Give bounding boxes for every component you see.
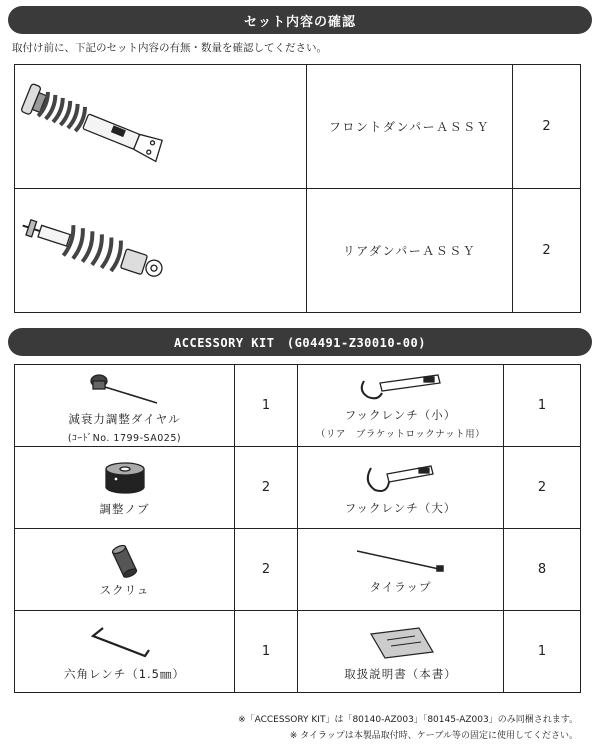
cable-tie-label: タイラップ — [369, 579, 432, 594]
adjustment-knob-cell — [15, 447, 235, 529]
table-row — [15, 365, 581, 447]
accessory-kit-title-bar — [8, 328, 592, 356]
manual-label: 取扱説明書（本書） — [344, 666, 457, 681]
cable-tie-cell — [298, 529, 504, 611]
hex-key-cell — [15, 611, 235, 693]
table-row — [15, 189, 581, 313]
table-row — [15, 65, 581, 189]
note-accessory-kit: ※「ACCESSORY KIT」は「80140-AZ003」「80145-AZ003」のみ同梱されます。 — [238, 715, 578, 725]
hook-wrench-large-label: フックレンチ（大） — [344, 500, 457, 515]
screw-label: スクリュ — [99, 582, 150, 597]
hook-wrench-large-cell — [298, 447, 504, 529]
cable-tie-icon — [351, 545, 451, 575]
hook-wrench-small-qty: 1 — [504, 365, 581, 447]
adjustment-dial-cell — [15, 365, 235, 447]
hook-wrench-small-icon — [356, 371, 446, 403]
adjustment-knob-label: 調整ノブ — [99, 501, 150, 516]
manual-qty: 1 — [504, 611, 581, 693]
set-contents-title: セット内容の確認 — [243, 14, 356, 30]
adjustment-knob-icon — [100, 459, 150, 497]
hex-key-qty: 1 — [235, 611, 298, 693]
rear-damper-image-cell — [15, 189, 307, 313]
screw-cell — [15, 529, 235, 611]
adjustment-dial-label: 減衰力調整ダイヤル — [68, 412, 181, 426]
manual-cell — [298, 611, 504, 693]
note-cable-tie: ※ タイラップは本製品取付時、ケーブル等の固定に使用してください。 — [289, 731, 578, 741]
front-damper-icon — [15, 70, 175, 180]
adjustment-dial-icon — [85, 367, 165, 407]
intro-text: 取付け前に、下記のセット内容の有無・数量を確認してください。 — [12, 42, 327, 54]
hex-key-icon — [85, 622, 165, 662]
adjustment-dial-qty: 1 — [235, 365, 298, 447]
table-row — [15, 447, 581, 529]
cable-tie-qty: 8 — [504, 529, 581, 611]
rear-damper-name: リアダンパーＡＳＳＹ — [307, 189, 513, 313]
front-damper-image-cell — [15, 65, 307, 189]
accessory-kit-title: ACCESSORY KIT (G04491-Z30010-00) — [174, 335, 426, 350]
set-contents-table — [14, 64, 581, 313]
screw-icon — [105, 542, 145, 578]
table-row — [15, 529, 581, 611]
table-row — [15, 611, 581, 693]
rear-damper-icon — [15, 199, 175, 299]
rear-damper-qty: 2 — [513, 189, 581, 313]
front-damper-qty: 2 — [513, 65, 581, 189]
hook-wrench-large-icon — [361, 460, 441, 496]
hook-wrench-large-qty: 2 — [504, 447, 581, 529]
manual-icon — [361, 622, 441, 662]
adjustment-knob-qty: 2 — [235, 447, 298, 529]
hook-wrench-small-cell — [298, 365, 504, 447]
front-damper-name: フロントダンパーＡＳＳＹ — [307, 65, 513, 189]
accessory-kit-table — [14, 364, 581, 693]
adjustment-dial-code: (ｺｰﾄﾞNo. 1799-SA025) — [67, 433, 182, 444]
screw-qty: 2 — [235, 529, 298, 611]
hook-wrench-small-label: フックレンチ（小） — [344, 408, 457, 422]
hex-key-label: 六角レンチ（1.5㎜） — [63, 666, 185, 681]
hook-wrench-small-note: （リア ブラケットロックナット用） — [315, 429, 486, 440]
set-contents-title-bar — [8, 6, 592, 34]
